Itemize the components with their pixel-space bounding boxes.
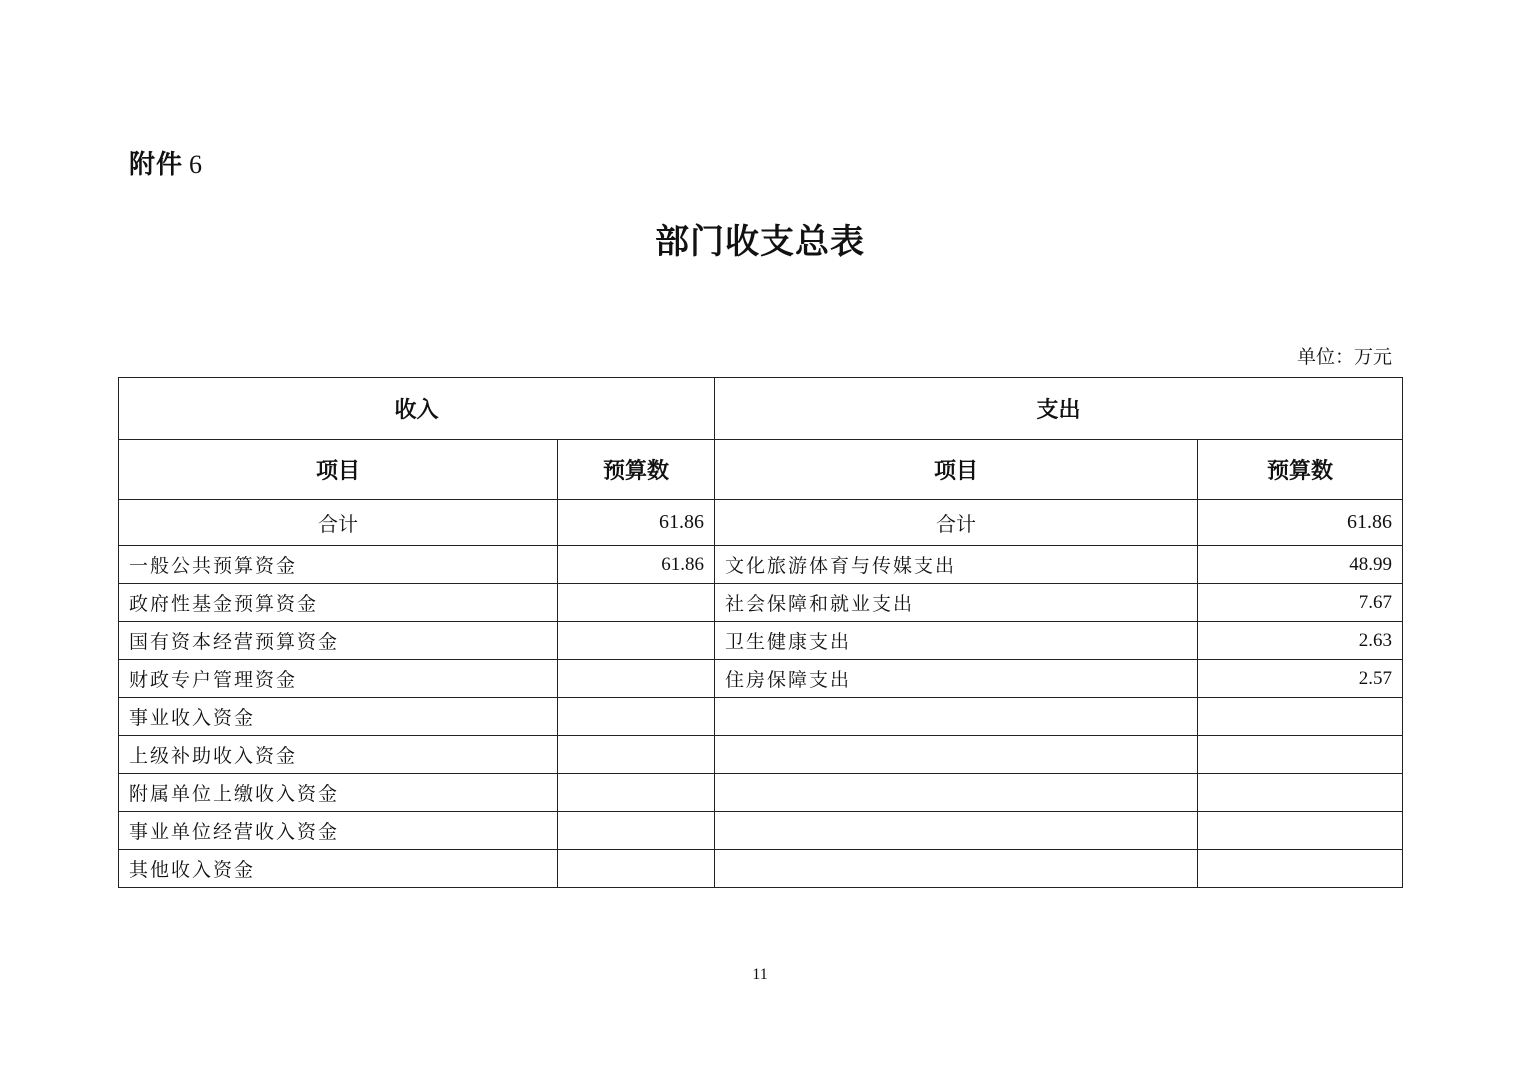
income-value	[558, 736, 715, 774]
expense-total-label: 合计	[715, 500, 1198, 546]
income-value	[558, 660, 715, 698]
income-value	[558, 622, 715, 660]
income-item: 政府性基金预算资金	[119, 584, 558, 622]
income-header: 收入	[119, 378, 715, 440]
income-item: 其他收入资金	[119, 850, 558, 888]
income-item: 附属单位上缴收入资金	[119, 774, 558, 812]
income-total-label: 合计	[119, 500, 558, 546]
expense-total-value: 61.86	[1198, 500, 1403, 546]
expense-item-column-header: 项目	[715, 440, 1198, 500]
table-group-header-row	[119, 378, 1403, 440]
expense-item: 卫生健康支出	[715, 622, 1198, 660]
table-row	[119, 622, 1403, 660]
expense-item: 文化旅游体育与传媒支出	[715, 546, 1198, 584]
expense-value: 2.63	[1198, 622, 1403, 660]
expense-item	[715, 812, 1198, 850]
expense-item	[715, 774, 1198, 812]
table-row	[119, 584, 1403, 622]
income-item: 事业单位经营收入资金	[119, 812, 558, 850]
expense-budget-column-header: 预算数	[1198, 440, 1403, 500]
attachment-text: 附件	[129, 150, 184, 180]
expense-value	[1198, 774, 1403, 812]
table-row	[119, 812, 1403, 850]
page-number: 11	[752, 966, 768, 983]
table-row	[119, 660, 1403, 698]
expense-value	[1198, 850, 1403, 888]
table-row	[119, 736, 1403, 774]
unit-label: 单位：万元	[1296, 346, 1392, 368]
income-item: 财政专户管理资金	[119, 660, 558, 698]
expense-value	[1198, 736, 1403, 774]
income-item: 事业收入资金	[119, 698, 558, 736]
expense-value: 7.67	[1198, 584, 1403, 622]
table-row	[119, 774, 1403, 812]
budget-table	[118, 377, 1403, 888]
income-item: 一般公共预算资金	[119, 546, 558, 584]
expense-value: 48.99	[1198, 546, 1403, 584]
income-value	[558, 850, 715, 888]
table-row	[119, 698, 1403, 736]
expense-item	[715, 698, 1198, 736]
expense-value	[1198, 812, 1403, 850]
expense-item: 住房保障支出	[715, 660, 1198, 698]
table-row	[119, 850, 1403, 888]
expense-item	[715, 850, 1198, 888]
expense-item	[715, 736, 1198, 774]
income-item-column-header: 项目	[119, 440, 558, 500]
income-value	[558, 774, 715, 812]
expense-value: 2.57	[1198, 660, 1403, 698]
income-value	[558, 584, 715, 622]
table-column-header-row	[119, 440, 1403, 500]
attachment-number: 6	[189, 150, 204, 179]
attachment-label	[129, 144, 203, 181]
table-total-row	[119, 500, 1403, 546]
income-value	[558, 812, 715, 850]
expense-header: 支出	[715, 378, 1403, 440]
page-title: 部门收支总表	[655, 222, 865, 262]
income-item: 国有资本经营预算资金	[119, 622, 558, 660]
income-item: 上级补助收入资金	[119, 736, 558, 774]
table-row	[119, 546, 1403, 584]
expense-item: 社会保障和就业支出	[715, 584, 1198, 622]
income-value	[558, 698, 715, 736]
income-value: 61.86	[558, 546, 715, 584]
income-total-value: 61.86	[558, 500, 715, 546]
income-budget-column-header: 预算数	[558, 440, 715, 500]
expense-value	[1198, 698, 1403, 736]
